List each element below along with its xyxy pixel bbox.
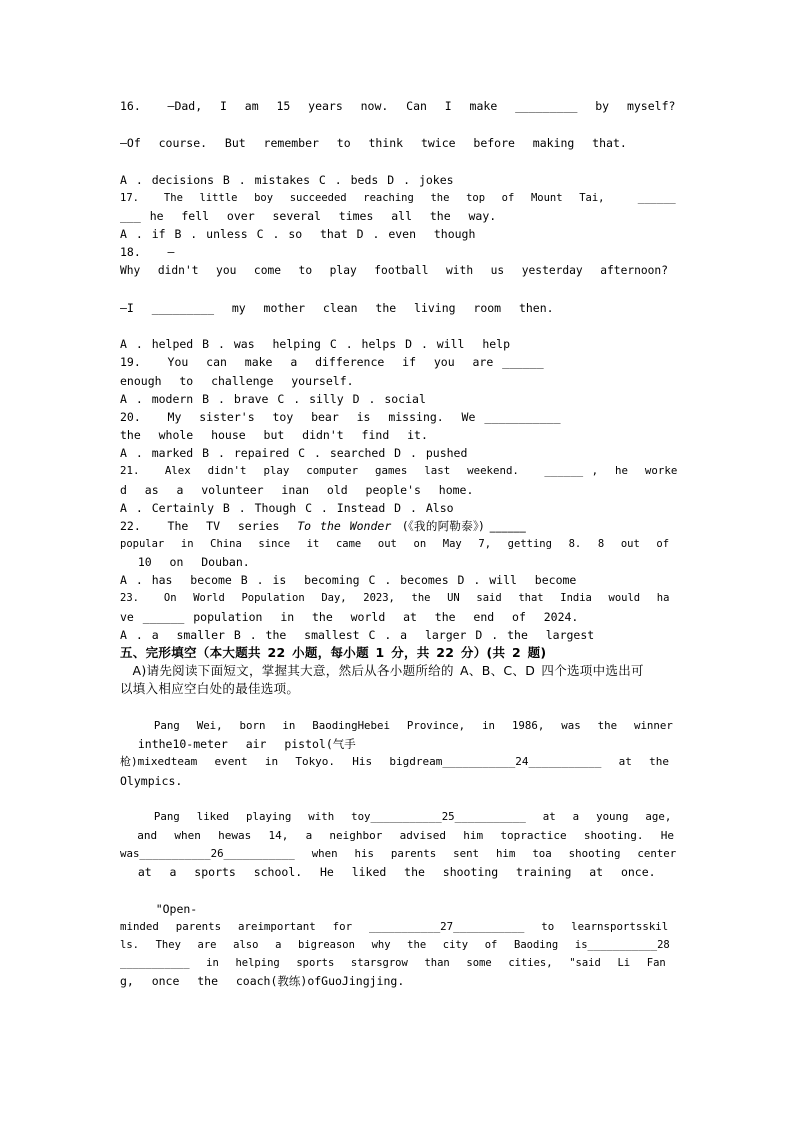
q22-series-title: To the Wonder xyxy=(297,519,392,533)
q17-stem: 17. The little boy succeeded reaching the top of Mount Tai, ______ xyxy=(120,192,676,204)
q21-stem: 21. Alex didn't play computer games last weekend. ______ , he worke xyxy=(120,464,678,477)
q22-stem xyxy=(120,518,676,534)
q21-options: A . Certainly B . Though C . Instead D . Also xyxy=(120,501,454,515)
passage-para3-line3: ls. They are also a bigreason why the city of Baoding is___________28 xyxy=(120,939,670,951)
q18-stem: 18. — xyxy=(120,245,175,259)
section-instruction-cont: 以填入相应空白处的最佳选项。 xyxy=(120,681,300,696)
passage-para3-line5: g, once the coach(教练)ofGuoJingjing. xyxy=(120,974,405,988)
q23-options: A . a smaller B . the smallest C . a larger D . the largest xyxy=(120,628,595,642)
passage-para2-line3: was___________26___________ when his parents sent him toa shooting center xyxy=(120,847,677,860)
passage-para1-line2: inthe10-meter air pistol(气手 xyxy=(120,737,356,751)
q22-stem-cont: popular in China since it came out on May 7, getting 8. 8 out of xyxy=(120,538,670,550)
q20-options: A . marked B . repaired C . searched D . pushed xyxy=(120,446,468,460)
q16-options: A . decisions B . mistakes C . beds D . jokes xyxy=(120,173,454,187)
q16-reply: —Of course. But remember to think twice before making that. xyxy=(120,136,627,150)
passage-para1-line1: Pang Wei, born in BaodingHebei Province, in 1986, was the winner xyxy=(120,719,673,732)
passage-para3-line4: ___________ in helping sports starsgrow than some cities, "said Li Fan xyxy=(120,957,666,969)
q18-options: A . helped B . was helping C . helps D . will help xyxy=(120,337,511,351)
passage-para1-line4: Olympics. xyxy=(120,774,183,788)
passage-para2-line2: and when hewas 14, a neighbor advised him topractice shooting. He xyxy=(120,829,674,842)
q22-stem-cont2: 10 on Douban. xyxy=(120,555,250,569)
q17-options: A . if B . unless C . so that D . even though xyxy=(120,227,476,241)
q19-options: A . modern B . brave C . silly D . social xyxy=(120,392,426,406)
q23-stem: 23. On World Population Day, 2023, the UN said that India would ha xyxy=(120,592,670,604)
q22-stem-start: 22. The TV series xyxy=(120,519,298,533)
q18-reply: —I _________ my mother clean the living room then. xyxy=(120,301,554,315)
q23-stem-cont: ve ______ population in the world at the end of 2024. xyxy=(120,610,579,624)
passage-para3-line1: "Open- xyxy=(120,902,198,916)
q22-stem-end: (《我的阿勒泰》) ______ xyxy=(391,519,527,533)
q21-stem-cont: d as a volunteer inan old people's home. xyxy=(120,483,474,497)
q18-question: Why didn't you come to play football with us yesterday afternoon? xyxy=(120,264,668,277)
q16-stem: 16. —Dad, I am 15 years now. Can I make _________ by myself? xyxy=(120,99,676,113)
section-five-heading: 五、完形填空（本大题共 22 小题，每小题 1 分，共 22 分）(共 2 题) xyxy=(120,645,547,660)
q22-options: A . has become B . is becoming C . becomes D . will become xyxy=(120,573,577,587)
section-instruction: A)请先阅读下面短文，掌握其大意，然后从各小题所给的 A、B、C、D 四个选项中选出可 xyxy=(120,663,644,678)
passage-para1-line3: 枪)mixedteam event in Tokyo. His bigdream___________24___________ at the xyxy=(120,755,669,768)
q19-stem: 19. You can make a difference if you are ______ xyxy=(120,355,544,369)
passage-para2-line4: at a sports school. He liked the shooting training at once. xyxy=(120,865,656,879)
q20-stem-cont: the whole house but didn't find it. xyxy=(120,428,428,442)
passage-para3-line2: minded parents areimportant for ___________27___________ to learnsportsskil xyxy=(120,920,669,933)
q17-stem-cont: ___ he fell over several times all the way. xyxy=(120,209,497,223)
q19-stem-cont: enough to challenge yourself. xyxy=(120,374,354,388)
passage-para2-line1: Pang liked playing with toy___________25___________ at a young age, xyxy=(120,810,672,823)
q20-stem: 20. My sister's toy bear is missing. We ___________ xyxy=(120,410,561,424)
